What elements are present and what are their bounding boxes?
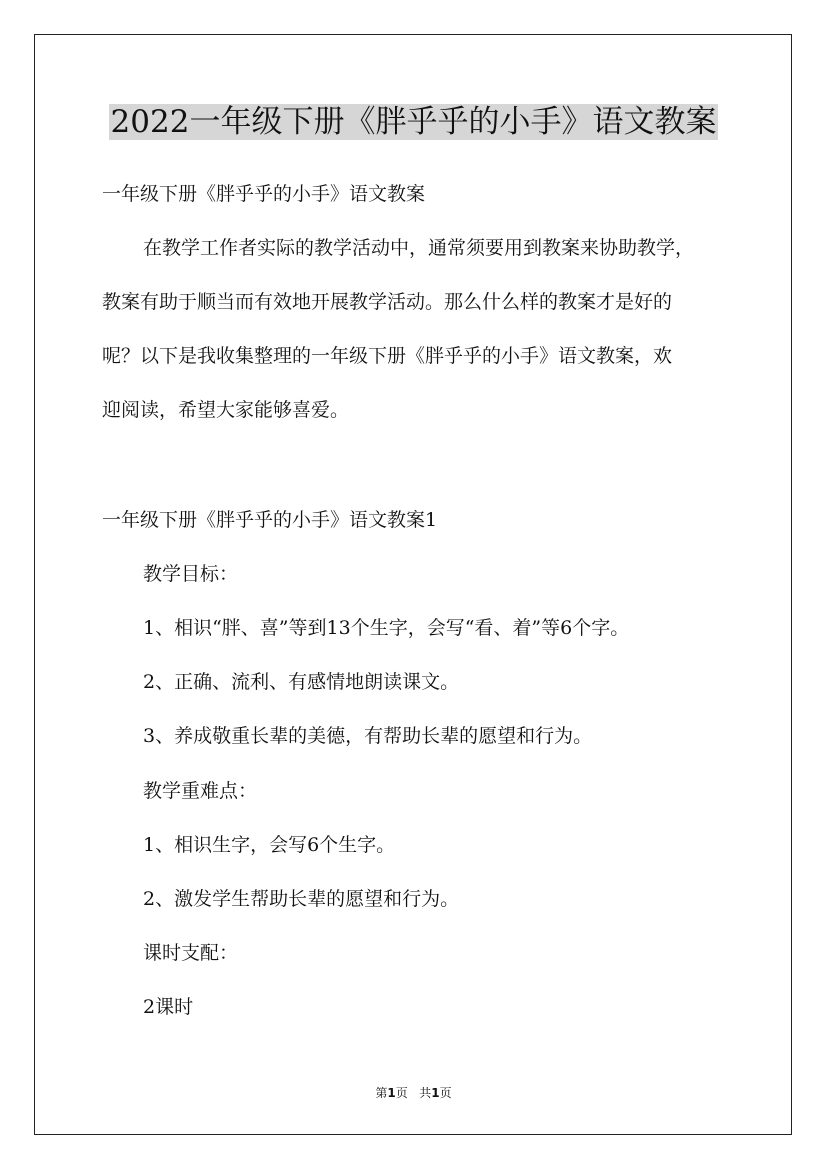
page-prefix: 第: [375, 1086, 388, 1100]
total-suffix: 页: [439, 1086, 452, 1100]
objectives-heading: 教学目标：: [143, 563, 239, 585]
objective-item: 2、正确、流利、有感情地朗读课文。: [143, 671, 460, 693]
schedule-value: 2课时: [143, 996, 194, 1018]
page-suffix: 页: [395, 1086, 408, 1100]
document-subtitle: 一年级下册《胖乎乎的小手》语文教案: [102, 183, 426, 205]
key-point-item: 2、激发学生帮助长辈的愿望和行为。: [143, 888, 460, 910]
intro-line: 迎阅读，希望大家能够喜爱。: [102, 399, 350, 421]
intro-line: 教案有助于顺当而有效地开展教学活动。那么什么样的教案才是好的: [102, 291, 673, 313]
total-prefix: 共: [419, 1086, 432, 1100]
section-heading: 一年级下册《胖乎乎的小手》语文教案1: [102, 509, 438, 531]
key-points-heading: 教学重难点：: [143, 780, 258, 802]
objective-item: 1、相识“胖、喜”等到13个生字，会写“看、着”等6个字。: [143, 617, 630, 639]
page-number: 1: [387, 1086, 396, 1100]
intro-line: 呢？以下是我收集整理的一年级下册《胖乎乎的小手》语文教案，欢: [102, 345, 673, 367]
schedule-heading: 课时支配：: [143, 942, 239, 964]
key-point-item: 1、相识生字，会写6个生字。: [143, 834, 396, 856]
intro-line: 在教学工作者实际的教学活动中，通常须要用到教案来协助教学，: [143, 237, 695, 259]
document-title: 2022一年级下册《胖乎乎的小手》语文教案: [110, 104, 717, 140]
objective-item: 3、养成敬重长辈的美德，有帮助长辈的愿望和行为。: [143, 725, 593, 747]
page-footer: [0, 1084, 827, 1101]
total-pages: 1: [431, 1086, 440, 1100]
